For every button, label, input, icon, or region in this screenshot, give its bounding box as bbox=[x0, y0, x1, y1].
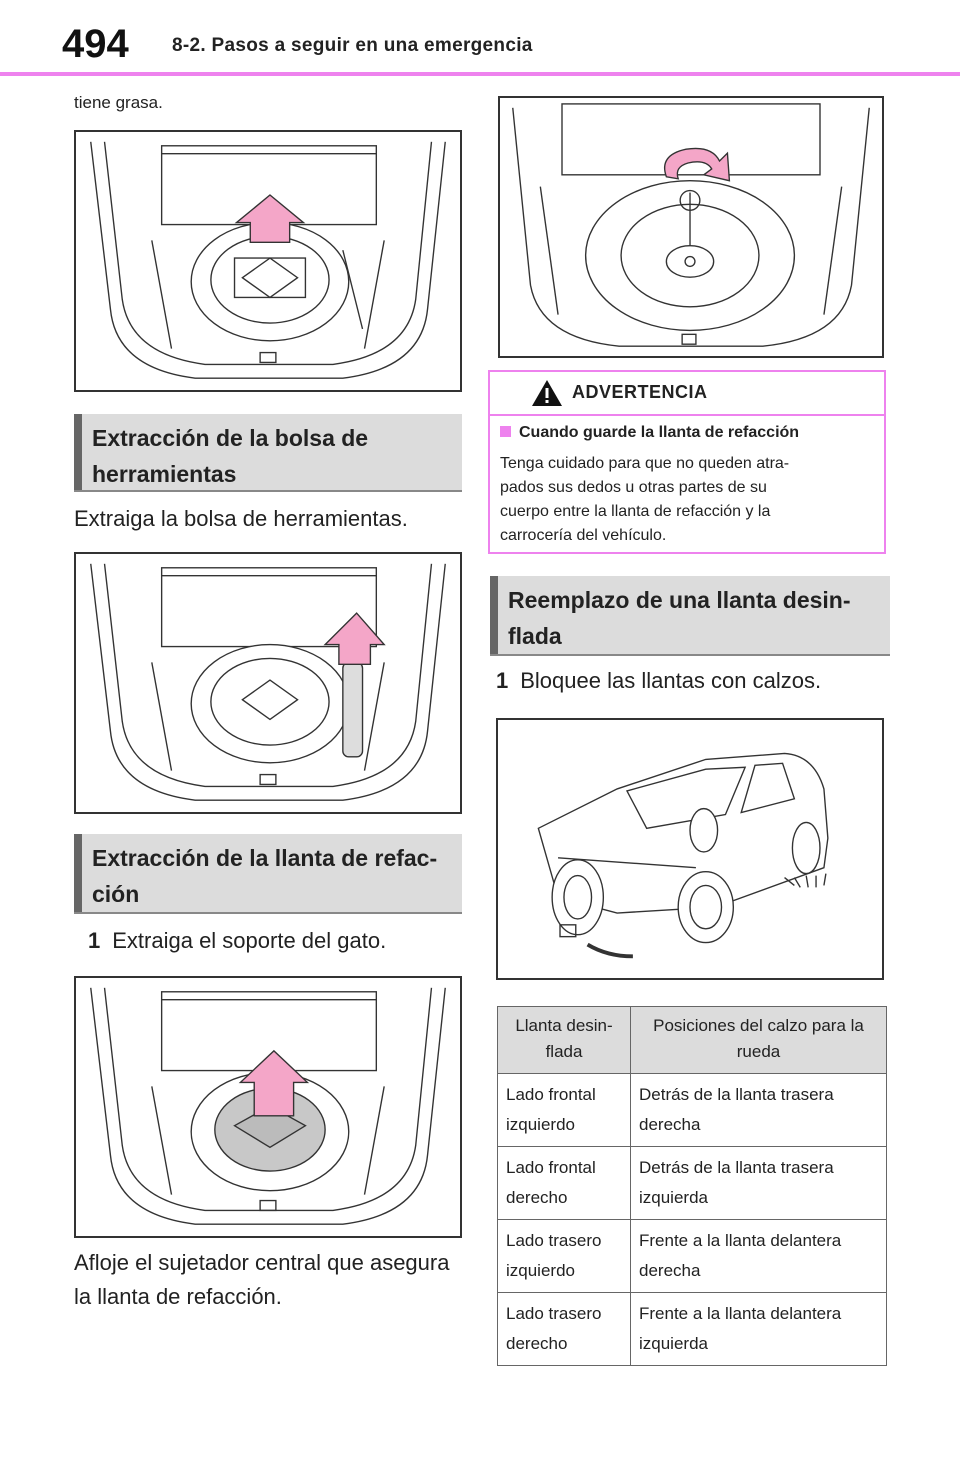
cell-text: derecha bbox=[639, 1115, 701, 1134]
warning-subtitle-text: Cuando guarde la llanta de refacción bbox=[519, 424, 800, 441]
warning-header bbox=[490, 372, 884, 416]
cell-text: derecha bbox=[639, 1261, 701, 1280]
table-header-chock-position bbox=[631, 1007, 887, 1074]
table-cell bbox=[631, 1293, 887, 1366]
cell-text: Lado frontal bbox=[506, 1158, 596, 1177]
step-number: 1 bbox=[496, 668, 509, 693]
figure-suv-chocks bbox=[496, 718, 884, 980]
figure-trunk-spare bbox=[74, 976, 462, 1238]
section-heading-flat-tire bbox=[490, 576, 890, 656]
figure-spare-fastener bbox=[498, 96, 884, 358]
cell-text: Detrás de la llanta trasera bbox=[639, 1085, 834, 1104]
cell-text: izquierdo bbox=[506, 1115, 575, 1134]
heading-line-2: ción bbox=[92, 881, 140, 907]
step-remove-jack bbox=[88, 924, 386, 958]
step-number: 1 bbox=[88, 928, 101, 953]
tool-bag-instruction: Extraiga la bolsa de herramientas. bbox=[74, 506, 408, 531]
heading-line-1: Extracción de la llanta de refac- bbox=[92, 845, 438, 871]
table-row bbox=[498, 1074, 887, 1147]
warning-box bbox=[488, 370, 886, 554]
cell-text: Lado trasero bbox=[506, 1231, 602, 1250]
cell-text: izquierda bbox=[639, 1334, 708, 1353]
table-row bbox=[498, 1220, 887, 1293]
square-bullet-icon bbox=[500, 426, 511, 437]
cell-text: izquierdo bbox=[506, 1261, 575, 1280]
warning-title: ADVERTENCIA bbox=[572, 382, 708, 402]
heading-line-2: flada bbox=[508, 623, 562, 649]
table-cell bbox=[498, 1074, 631, 1147]
intro-text: tiene grasa. bbox=[74, 93, 163, 112]
chapter-title: 8-2. Pasos a seguir en una emergencia bbox=[172, 35, 533, 56]
warning-line: pados sus dedos u otras partes de su bbox=[500, 479, 767, 496]
section-heading-spare-removal bbox=[74, 834, 462, 914]
heading-line-2: herramientas bbox=[92, 461, 237, 487]
table-cell bbox=[631, 1147, 887, 1220]
cell-text: izquierda bbox=[639, 1188, 708, 1207]
table-row bbox=[498, 1147, 887, 1220]
warning-line: Tenga cuidado para que no queden atra- bbox=[500, 455, 790, 472]
table-header-row bbox=[498, 1007, 887, 1074]
header-rule bbox=[0, 72, 960, 76]
chock-positions-table bbox=[497, 1006, 887, 1366]
header-text: Posiciones del calzo para la bbox=[653, 1016, 864, 1035]
cell-text: derecho bbox=[506, 1188, 568, 1207]
cell-text: derecho bbox=[506, 1334, 568, 1353]
table-cell bbox=[631, 1074, 887, 1147]
step-text: Bloquee las llantas con calzos. bbox=[520, 668, 822, 693]
step-text: Extraiga el soporte del gato. bbox=[112, 928, 387, 953]
step-block-wheels bbox=[496, 664, 821, 698]
figure-trunk-jack bbox=[74, 130, 462, 392]
loosen-fastener-line-2: la llanta de refacción. bbox=[74, 1284, 282, 1309]
figure-trunk-toolbag bbox=[74, 552, 462, 814]
table-cell bbox=[631, 1220, 887, 1293]
table-row bbox=[498, 1293, 887, 1366]
warning-line: carrocería del vehículo. bbox=[500, 527, 667, 544]
heading-line-1: Reemplazo de una llanta desin- bbox=[508, 587, 851, 613]
header-text: rueda bbox=[736, 1042, 781, 1061]
table-cell bbox=[498, 1293, 631, 1366]
cell-text: Detrás de la llanta trasera bbox=[639, 1158, 834, 1177]
header-text: flada bbox=[545, 1042, 583, 1061]
heading-line-1: Extracción de la bolsa de bbox=[92, 425, 369, 451]
cell-text: Frente a la llanta delantera bbox=[639, 1231, 842, 1250]
table-header-flat-tire bbox=[498, 1007, 631, 1074]
page-number: 494 bbox=[62, 22, 129, 66]
warning-triangle-icon bbox=[530, 378, 564, 408]
table-cell bbox=[498, 1147, 631, 1220]
section-heading-tool-bag bbox=[74, 414, 462, 492]
warning-line: cuerpo entre la llanta de refacción y la bbox=[500, 503, 771, 520]
cell-text: Lado trasero bbox=[506, 1304, 602, 1323]
cell-text: Frente a la llanta delantera bbox=[639, 1304, 842, 1323]
cell-text: Lado frontal bbox=[506, 1085, 596, 1104]
warning-body bbox=[500, 452, 880, 548]
page-header bbox=[0, 0, 960, 78]
warning-subtitle bbox=[500, 424, 799, 442]
loosen-fastener-line-1: Afloje el sujetador central que asegura bbox=[74, 1250, 450, 1275]
table-cell bbox=[498, 1220, 631, 1293]
header-text: Llanta desin- bbox=[515, 1016, 613, 1035]
